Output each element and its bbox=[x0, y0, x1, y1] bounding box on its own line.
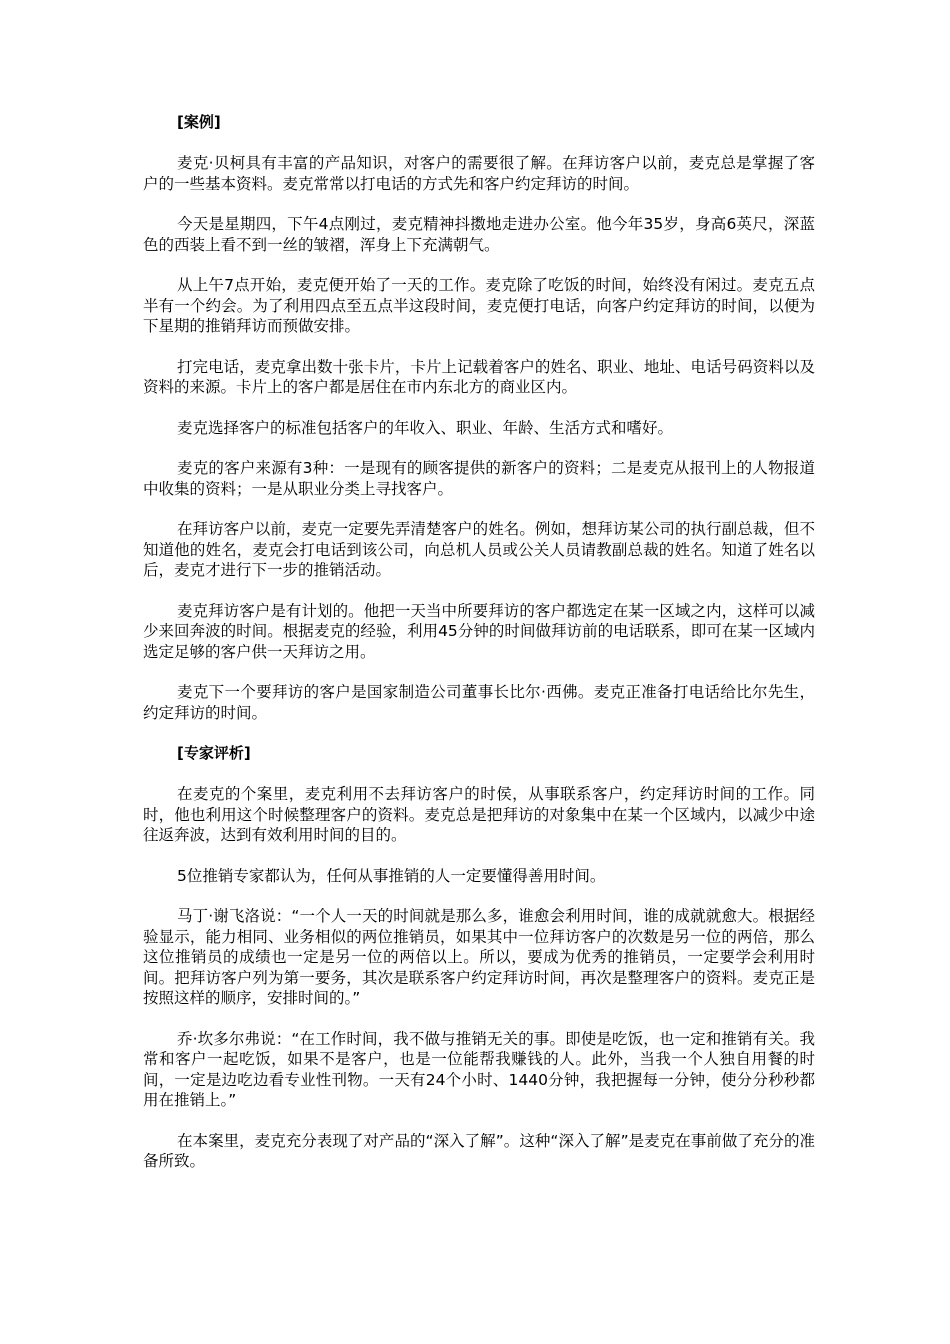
case-paragraph-8: 麦克拜访客户是有计划的。他把一天当中所要拜访的客户都选定在某一区域之内，这样可以减少来回奔波的时间。根据麦克的经验，利用45分钟的时间做拜访前的电话联系，即可在某一区域内选定足够的客户供一天拜访之用。 bbox=[143, 601, 815, 661]
document-page bbox=[143, 112, 815, 1172]
expert-paragraph-5: 在本案里，麦克充分表现了对产品的“深入了解”。这种“深入了解”是麦克在事前做了充分的准备所致。 bbox=[143, 1131, 815, 1170]
expert-heading: [专家评析] bbox=[177, 744, 251, 762]
expert-paragraph-2: 5位推销专家都认为，任何从事推销的人一定要懂得善用时间。 bbox=[177, 866, 606, 885]
case-heading: [案例] bbox=[177, 113, 221, 131]
case-paragraph-4: 打完电话，麦克拿出数十张卡片，卡片上记载着客户的姓名、职业、地址、电话号码资料以及资料的来源。卡片上的客户都是居住在市内东北方的商业区内。 bbox=[143, 357, 815, 396]
case-paragraph-6: 麦克的客户来源有3种：一是现有的顾客提供的新客户的资料；二是麦克从报刊上的人物报道中收集的资料；一是从职业分类上寻找客户。 bbox=[143, 459, 815, 498]
expert-paragraph-1: 在麦克的个案里，麦克利用不去拜访客户的时侯，从事联系客户，约定拜访时间的工作。同时，他也利用这个时候整理客户的资料。麦克总是把拜访的对象集中在某一个区域内，以减少中途往返奔波，达到有效利用时间的目的。 bbox=[143, 785, 815, 844]
expert-paragraph-4: 乔·坎多尔弗说：“在工作时间，我不做与推销无关的事。即使是吃饭，也一定和推销有关。我常和客户一起吃饭，如果不是客户，也是一位能帮我赚钱的人。此外，当我一个人独自用餐的时间，一定是边吃边看专业性刊物。一天有24个小时、1440分钟，我把握每一分钟，使分分秒秒都用在推销上。” bbox=[143, 1029, 815, 1109]
case-paragraph-2: 今天是星期四，下午4点刚过，麦克精神抖擞地走进办公室。他今年35岁，身高6英尺，深蓝色的西装上看不到一丝的皱褶，浑身上下充满朝气。 bbox=[143, 215, 815, 254]
expert-paragraph-3: 马丁·谢飞洛说：“一个人一天的时间就是那么多，谁愈会利用时间，谁的成就就愈大。根据经验显示，能力相同、业务相似的两位推销员，如果其中一位拜访客户的次数是另一位的两倍，那么这位推销员的成绩也一定是另一位的两倍以上。所以，要成为优秀的推销员，一定要学会利用时间。把拜访客户列为第一要务，其次是联系客户约定拜访时间，再次是整理客户的资料。麦克正是按照这样的顺序，安排时间的。” bbox=[143, 907, 815, 1007]
case-paragraph-3: 从上午7点开始，麦克便开始了一天的工作。麦克除了吃饭的时间，始终没有闲过。麦克五点半有一个约会。为了利用四点至五点半这段时间，麦克便打电话，向客户约定拜访的时间，以便为下星期的推销拜访而预做安排。 bbox=[143, 276, 815, 335]
spacer bbox=[143, 763, 815, 784]
case-paragraph-9: 麦克下一个要拜访的客户是国家制造公司董事长比尔·西佛。麦克正准备打电话给比尔先生，约定拜访的时间。 bbox=[143, 683, 815, 722]
spacer bbox=[143, 132, 815, 153]
case-paragraph-1: 麦克·贝柯具有丰富的产品知识，对客户的需要很了解。在拜访客户以前，麦克总是掌握了客户的一些基本资料。麦克常常以打电话的方式先和客户约定拜访的时间。 bbox=[143, 154, 815, 193]
case-paragraph-5: 麦克选择客户的标准包括客户的年收入、职业、年龄、生活方式和嗜好。 bbox=[177, 418, 674, 437]
case-paragraph-7: 在拜访客户以前，麦克一定要先弄清楚客户的姓名。例如，想拜访某公司的执行副总裁，但不知道他的姓名，麦克会打电话到该公司，向总机人员或公关人员请教副总裁的姓名。知道了姓名以后，麦克才进行下一步的推销活动。 bbox=[143, 520, 815, 579]
